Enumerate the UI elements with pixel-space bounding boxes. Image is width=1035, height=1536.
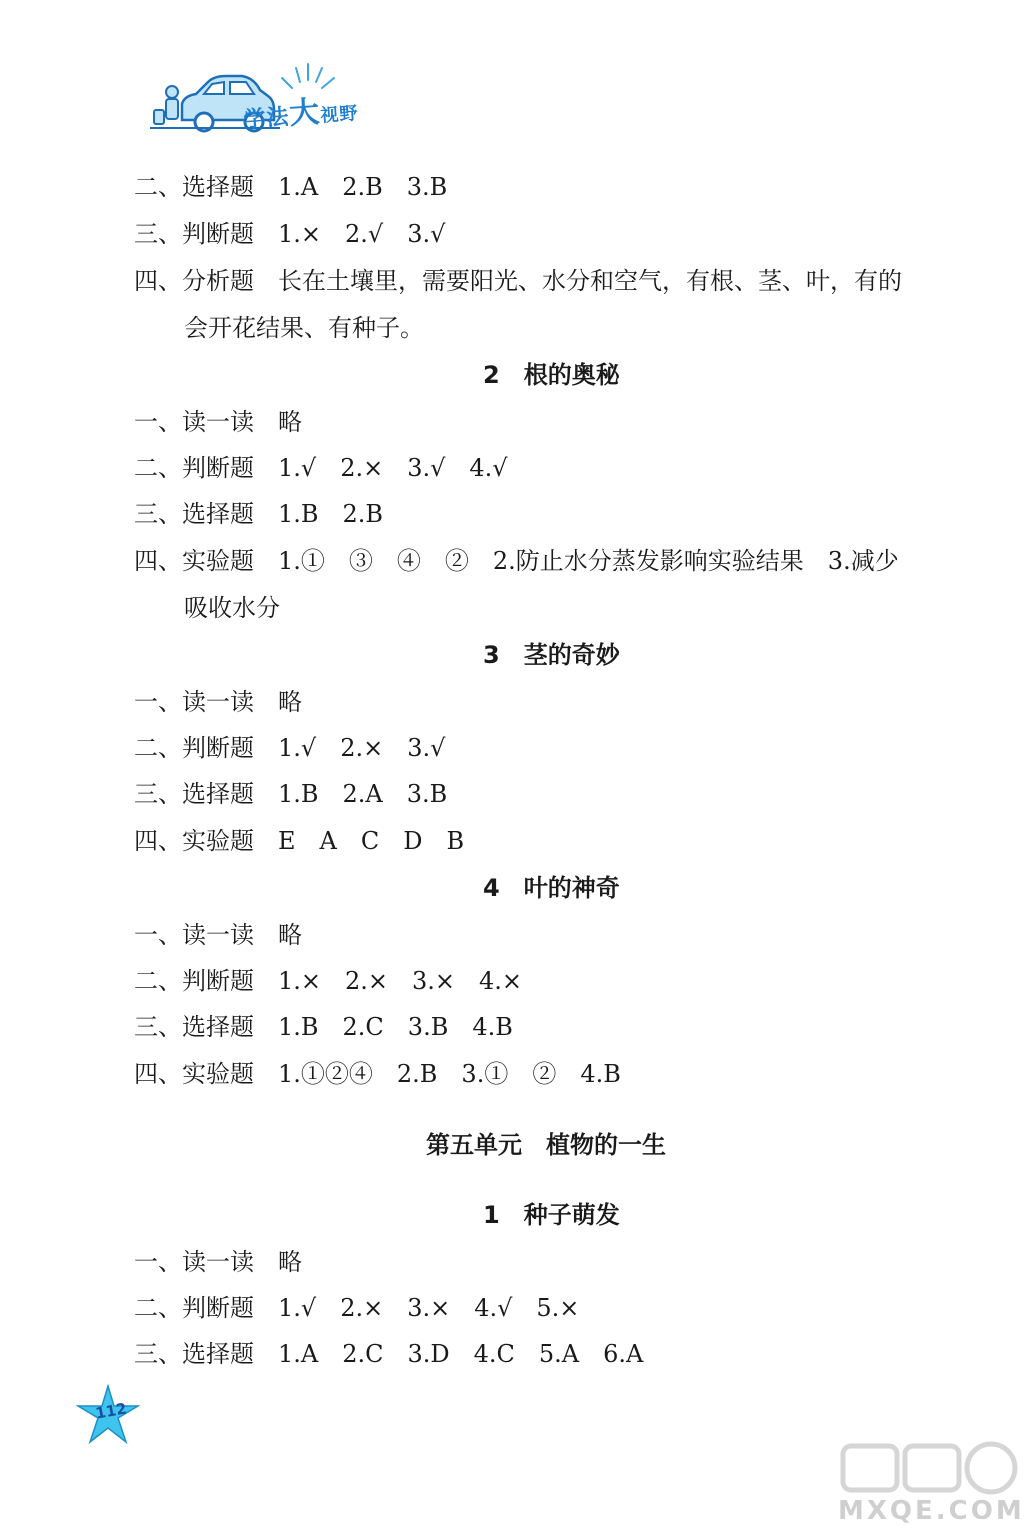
answer-line-continuation: 会开花结果、有种子。 [184,314,424,342]
answer-line: 二、判断题 1.× 2.× 3.× 4.× [134,967,523,995]
answer-line: 二、判断题 1.√ 2.× 3.√ 4.√ [134,454,508,482]
answer-line: 三、选择题 1.B 2.B [134,500,384,528]
section-heading: 3 茎的奇妙 [483,641,620,669]
answer-line: 一、读一读 略 [134,688,302,716]
logo-title: 学法大视野 [242,94,360,133]
page-number: 112 [94,1399,128,1423]
answer-line: 三、判断题 1.× 2.√ 3.√ [134,220,446,248]
answer-line: 四、实验题 E A C D B [134,827,465,855]
answer-line: 二、判断题 1.√ 2.× 3.× 4.√ 5.× [134,1294,580,1322]
answer-line: 四、分析题 长在土壤里，需要阳光、水分和空气，有根、茎、叶，有的 [134,267,902,295]
answer-line: 四、实验题 1.① ③ ④ ② 2.防止水分蒸发影响实验结果 3.减少 [134,547,899,575]
answer-line: 三、选择题 1.B 2.C 3.B 4.B [134,1013,513,1041]
answer-line: 三、选择题 1.A 2.C 3.D 4.C 5.A 6.A [134,1340,644,1368]
section-heading: 4 叶的神奇 [483,874,620,902]
answer-line: 二、选择题 1.A 2.B 3.B [134,173,448,201]
answer-line: 四、实验题 1.①②④ 2.B 3.① ② 4.B [134,1060,621,1088]
watermark-text: MXQE.COM [838,1496,1025,1526]
answer-line: 一、读一读 略 [134,408,302,436]
answer-line: 三、选择题 1.B 2.A 3.B [134,780,448,808]
answer-line: 一、读一读 略 [134,1248,302,1276]
answer-line-continuation: 吸收水分 [184,594,280,622]
unit-heading: 第五单元 植物的一生 [426,1131,666,1159]
answer-line: 一、读一读 略 [134,921,302,949]
answer-line: 二、判断题 1.√ 2.× 3.√ [134,734,446,762]
section-heading: 2 根的奥秘 [483,361,620,389]
section-heading: 1 种子萌发 [483,1201,620,1229]
